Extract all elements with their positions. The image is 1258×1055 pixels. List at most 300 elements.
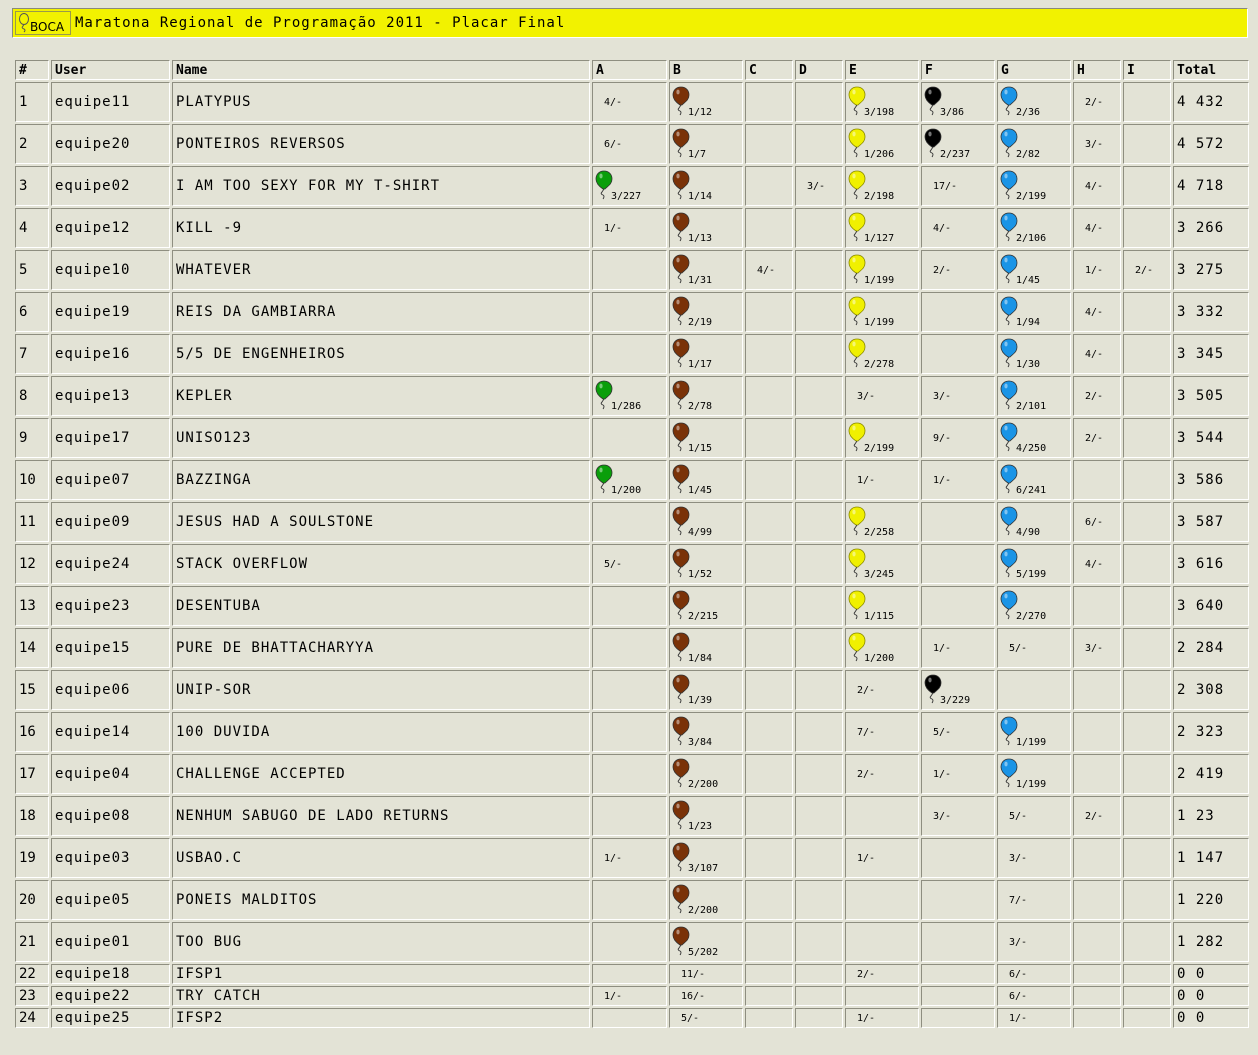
table-row xyxy=(15,82,1249,122)
problem-cell-e xyxy=(845,796,919,836)
team-name-cell: 100 DUVIDA xyxy=(172,712,590,752)
problem-cell-i xyxy=(1123,670,1171,710)
problem-cell-h xyxy=(1073,670,1121,710)
column-header: G xyxy=(997,60,1071,80)
problem-cell-a xyxy=(592,124,667,164)
total-cell: 0 0 xyxy=(1173,986,1249,1006)
problem-cell-e xyxy=(845,922,919,962)
solved-attempts-time: 1/199 xyxy=(864,317,895,328)
problem-cell-a xyxy=(592,460,667,500)
problem-cell-e xyxy=(845,166,919,206)
problem-cell-e xyxy=(845,460,919,500)
total-cell: 3 505 xyxy=(1173,376,1249,416)
problem-cell-b xyxy=(669,502,743,542)
problem-cell-c xyxy=(745,502,793,542)
column-header: B xyxy=(669,60,743,80)
problem-cell-d xyxy=(795,208,843,248)
problem-cell-g xyxy=(997,628,1071,668)
user-cell: equipe15 xyxy=(51,628,170,668)
problem-cell-i xyxy=(1123,796,1171,836)
problem-cell-i xyxy=(1123,754,1171,794)
total-cell: 3 332 xyxy=(1173,292,1249,332)
problem-cell-d xyxy=(795,670,843,710)
problem-cell-g xyxy=(997,502,1071,542)
solved-attempts-time: 4/250 xyxy=(1016,443,1047,454)
problem-cell-i xyxy=(1123,334,1171,374)
problem-cell-h xyxy=(1073,376,1121,416)
problem-cell-a xyxy=(592,670,667,710)
problem-cell-i xyxy=(1123,250,1171,290)
attempts-text: 6/- xyxy=(1009,990,1028,1002)
problem-cell-f xyxy=(921,460,995,500)
solved-attempts-time: 5/199 xyxy=(1016,569,1047,580)
table-row xyxy=(15,124,1249,164)
attempts-text: 3/- xyxy=(933,810,952,822)
total-cell: 3 544 xyxy=(1173,418,1249,458)
problem-cell-c xyxy=(745,1008,793,1028)
problem-cell-h xyxy=(1073,166,1121,206)
problem-cell-d xyxy=(795,586,843,626)
problem-cell-g xyxy=(997,754,1071,794)
problem-cell-f xyxy=(921,964,995,984)
problem-cell-f xyxy=(921,986,995,1006)
team-name-cell: KEPLER xyxy=(172,376,590,416)
problem-cell-a xyxy=(592,838,667,878)
problem-cell-g xyxy=(997,292,1071,332)
solved-attempts-time: 1/200 xyxy=(611,485,642,496)
problem-cell-a xyxy=(592,796,667,836)
rank-cell: 11 xyxy=(15,502,49,542)
rank-cell: 5 xyxy=(15,250,49,290)
problem-cell-c xyxy=(745,880,793,920)
attempts-text: 4/- xyxy=(757,264,776,276)
rank-cell: 17 xyxy=(15,754,49,794)
column-header: User xyxy=(51,60,170,80)
problem-cell-c xyxy=(745,418,793,458)
user-cell: equipe03 xyxy=(51,838,170,878)
problem-cell-b xyxy=(669,712,743,752)
total-cell: 2 323 xyxy=(1173,712,1249,752)
total-cell: 3 587 xyxy=(1173,502,1249,542)
solved-attempts-time: 2/258 xyxy=(864,527,895,538)
solved-attempts-time: 2/199 xyxy=(1016,191,1047,202)
column-header: C xyxy=(745,60,793,80)
problem-cell-i xyxy=(1123,166,1171,206)
rank-cell: 10 xyxy=(15,460,49,500)
attempts-text: 7/- xyxy=(857,726,876,738)
problem-cell-f xyxy=(921,334,995,374)
problem-cell-e xyxy=(845,754,919,794)
attempts-text: 4/- xyxy=(604,96,623,108)
solved-attempts-time: 1/23 xyxy=(688,821,713,832)
problem-cell-g xyxy=(997,586,1071,626)
rank-cell: 19 xyxy=(15,838,49,878)
problem-cell-c xyxy=(745,964,793,984)
attempts-text: 11/- xyxy=(681,968,706,980)
attempts-text: 2/- xyxy=(1135,264,1154,276)
problem-cell-a xyxy=(592,418,667,458)
problem-cell-d xyxy=(795,166,843,206)
problem-cell-g xyxy=(997,670,1071,710)
table-row xyxy=(15,460,1249,500)
problem-cell-e xyxy=(845,82,919,122)
problem-cell-e xyxy=(845,502,919,542)
problem-cell-h xyxy=(1073,922,1121,962)
problem-cell-a xyxy=(592,376,667,416)
user-cell: equipe14 xyxy=(51,712,170,752)
problem-cell-d xyxy=(795,82,843,122)
column-header: I xyxy=(1123,60,1171,80)
solved-attempts-time: 2/270 xyxy=(1016,611,1047,622)
solved-attempts-time: 1/94 xyxy=(1016,317,1041,328)
problem-cell-b xyxy=(669,376,743,416)
user-cell: equipe19 xyxy=(51,292,170,332)
problem-cell-a xyxy=(592,544,667,584)
problem-cell-f xyxy=(921,586,995,626)
problem-cell-a xyxy=(592,986,667,1006)
team-name-cell: NENHUM SABUGO DE LADO RETURNS xyxy=(172,796,590,836)
total-cell: 2 308 xyxy=(1173,670,1249,710)
problem-cell-g xyxy=(997,418,1071,458)
problem-cell-d xyxy=(795,376,843,416)
problem-cell-h xyxy=(1073,292,1121,332)
column-header: E xyxy=(845,60,919,80)
rank-cell: 2 xyxy=(15,124,49,164)
problem-cell-c xyxy=(745,250,793,290)
solved-attempts-time: 1/17 xyxy=(688,359,713,370)
table-row xyxy=(15,796,1249,836)
problem-cell-i xyxy=(1123,376,1171,416)
attempts-text: 1/- xyxy=(1085,264,1104,276)
problem-cell-c xyxy=(745,292,793,332)
problem-cell-i xyxy=(1123,964,1171,984)
problem-cell-f xyxy=(921,880,995,920)
problem-cell-g xyxy=(997,922,1071,962)
solved-attempts-time: 2/106 xyxy=(1016,233,1047,244)
problem-cell-c xyxy=(745,986,793,1006)
problem-cell-d xyxy=(795,292,843,332)
problem-cell-i xyxy=(1123,544,1171,584)
table-row xyxy=(15,754,1249,794)
problem-cell-i xyxy=(1123,712,1171,752)
problem-cell-g xyxy=(997,544,1071,584)
rank-cell: 15 xyxy=(15,670,49,710)
total-cell: 1 147 xyxy=(1173,838,1249,878)
problem-cell-h xyxy=(1073,754,1121,794)
problem-cell-f xyxy=(921,838,995,878)
problem-cell-d xyxy=(795,880,843,920)
attempts-text: 1/- xyxy=(933,768,952,780)
solved-attempts-time: 3/227 xyxy=(611,191,642,202)
total-cell: 3 586 xyxy=(1173,460,1249,500)
attempts-text: 1/- xyxy=(1009,1012,1028,1024)
rank-cell: 22 xyxy=(15,964,49,984)
team-name-cell: PURE DE BHATTACHARYYA xyxy=(172,628,590,668)
attempts-text: 2/- xyxy=(1085,432,1104,444)
solved-attempts-time: 1/115 xyxy=(864,611,895,622)
user-cell: equipe20 xyxy=(51,124,170,164)
problem-cell-f xyxy=(921,166,995,206)
solved-attempts-time: 1/45 xyxy=(688,485,713,496)
solved-attempts-time: 2/278 xyxy=(864,359,895,370)
total-cell: 2 419 xyxy=(1173,754,1249,794)
attempts-text: 4/- xyxy=(1085,222,1104,234)
solved-attempts-time: 1/14 xyxy=(688,191,713,202)
problem-cell-h xyxy=(1073,1008,1121,1028)
user-cell: equipe05 xyxy=(51,880,170,920)
solved-attempts-time: 2/78 xyxy=(688,401,713,412)
rank-cell: 1 xyxy=(15,82,49,122)
problem-cell-i xyxy=(1123,82,1171,122)
problem-cell-f xyxy=(921,628,995,668)
problem-cell-i xyxy=(1123,986,1171,1006)
table-row xyxy=(15,986,1249,1006)
problem-cell-h xyxy=(1073,986,1121,1006)
solved-attempts-time: 5/202 xyxy=(688,947,719,958)
rank-cell: 24 xyxy=(15,1008,49,1028)
problem-cell-d xyxy=(795,1008,843,1028)
problem-cell-i xyxy=(1123,586,1171,626)
problem-cell-f xyxy=(921,796,995,836)
problem-cell-h xyxy=(1073,124,1121,164)
problem-cell-a xyxy=(592,208,667,248)
solved-attempts-time: 2/200 xyxy=(688,905,719,916)
attempts-text: 4/- xyxy=(1085,180,1104,192)
problem-cell-i xyxy=(1123,922,1171,962)
problem-cell-h xyxy=(1073,964,1121,984)
problem-cell-e xyxy=(845,628,919,668)
problem-cell-b xyxy=(669,628,743,668)
rank-cell: 21 xyxy=(15,922,49,962)
problem-cell-b xyxy=(669,544,743,584)
problem-cell-h xyxy=(1073,82,1121,122)
solved-attempts-time: 4/99 xyxy=(688,527,713,538)
attempts-text: 2/- xyxy=(857,684,876,696)
team-name-cell: PONEIS MALDITOS xyxy=(172,880,590,920)
problem-cell-d xyxy=(795,544,843,584)
problem-cell-b xyxy=(669,880,743,920)
attempts-text: 17/- xyxy=(933,180,958,192)
solved-attempts-time: 1/199 xyxy=(1016,737,1047,748)
solved-attempts-time: 2/101 xyxy=(1016,401,1047,412)
balloon-logo-icon xyxy=(18,13,30,33)
column-header: F xyxy=(921,60,995,80)
user-cell: equipe16 xyxy=(51,334,170,374)
problem-cell-h xyxy=(1073,418,1121,458)
problem-cell-e xyxy=(845,1008,919,1028)
table-row xyxy=(15,502,1249,542)
problem-cell-f xyxy=(921,754,995,794)
problem-cell-e xyxy=(845,544,919,584)
problem-cell-g xyxy=(997,460,1071,500)
problem-cell-g xyxy=(997,166,1071,206)
problem-cell-g xyxy=(997,208,1071,248)
solved-attempts-time: 1/199 xyxy=(864,275,895,286)
page-title: Maratona Regional de Programação 2011 - Placar Final xyxy=(75,15,566,31)
team-name-cell: CHALLENGE ACCEPTED xyxy=(172,754,590,794)
problem-cell-d xyxy=(795,712,843,752)
team-name-cell: DESENTUBA xyxy=(172,586,590,626)
problem-cell-d xyxy=(795,418,843,458)
table-row xyxy=(15,376,1249,416)
problem-cell-b xyxy=(669,82,743,122)
solved-attempts-time: 1/200 xyxy=(864,653,895,664)
solved-attempts-time: 1/45 xyxy=(1016,275,1041,286)
problem-cell-e xyxy=(845,208,919,248)
problem-cell-b xyxy=(669,166,743,206)
solved-attempts-time: 1/31 xyxy=(688,275,713,286)
attempts-text: 1/- xyxy=(604,222,623,234)
problem-cell-h xyxy=(1073,838,1121,878)
problem-cell-h xyxy=(1073,880,1121,920)
attempts-text: 3/- xyxy=(1009,852,1028,864)
problem-cell-e xyxy=(845,376,919,416)
problem-cell-b xyxy=(669,838,743,878)
problem-cell-i xyxy=(1123,460,1171,500)
problem-cell-i xyxy=(1123,502,1171,542)
total-cell: 1 220 xyxy=(1173,880,1249,920)
attempts-text: 5/- xyxy=(604,558,623,570)
solved-attempts-time: 1/39 xyxy=(688,695,713,706)
solved-attempts-time: 1/286 xyxy=(611,401,642,412)
problem-cell-e xyxy=(845,964,919,984)
team-name-cell: UNIP-SOR xyxy=(172,670,590,710)
table-header-row xyxy=(15,60,1249,80)
table-row xyxy=(15,292,1249,332)
user-cell: equipe01 xyxy=(51,922,170,962)
problem-cell-d xyxy=(795,986,843,1006)
problem-cell-e xyxy=(845,586,919,626)
solved-attempts-time: 3/198 xyxy=(864,107,895,118)
total-cell: 3 640 xyxy=(1173,586,1249,626)
attempts-text: 2/- xyxy=(933,264,952,276)
problem-cell-a xyxy=(592,628,667,668)
attempts-text: 3/- xyxy=(807,180,826,192)
total-cell: 3 266 xyxy=(1173,208,1249,248)
problem-cell-g xyxy=(997,986,1071,1006)
solved-attempts-time: 2/198 xyxy=(864,191,895,202)
problem-cell-a xyxy=(592,712,667,752)
attempts-text: 3/- xyxy=(857,390,876,402)
attempts-text: 5/- xyxy=(681,1012,700,1024)
problem-cell-a xyxy=(592,586,667,626)
solved-attempts-time: 1/199 xyxy=(1016,779,1047,790)
table-row xyxy=(15,586,1249,626)
solved-attempts-time: 1/52 xyxy=(688,569,713,580)
problem-cell-b xyxy=(669,124,743,164)
attempts-text: 4/- xyxy=(1085,348,1104,360)
solved-attempts-time: 1/84 xyxy=(688,653,713,664)
problem-cell-i xyxy=(1123,1008,1171,1028)
solved-attempts-time: 2/215 xyxy=(688,611,719,622)
attempts-text: 2/- xyxy=(857,968,876,980)
total-cell: 3 345 xyxy=(1173,334,1249,374)
attempts-text: 16/- xyxy=(681,990,706,1002)
rank-cell: 4 xyxy=(15,208,49,248)
team-name-cell: BAZZINGA xyxy=(172,460,590,500)
problem-cell-i xyxy=(1123,838,1171,878)
problem-cell-b xyxy=(669,460,743,500)
problem-cell-d xyxy=(795,754,843,794)
total-cell: 1 282 xyxy=(1173,922,1249,962)
boca-logo[interactable] xyxy=(15,11,71,35)
user-cell: equipe04 xyxy=(51,754,170,794)
problem-cell-e xyxy=(845,292,919,332)
column-header: Total xyxy=(1173,60,1249,80)
user-cell: equipe22 xyxy=(51,986,170,1006)
rank-cell: 14 xyxy=(15,628,49,668)
problem-cell-g xyxy=(997,964,1071,984)
problem-cell-a xyxy=(592,1008,667,1028)
solved-attempts-time: 1/12 xyxy=(688,107,713,118)
problem-cell-b xyxy=(669,418,743,458)
team-name-cell: PLATYPUS xyxy=(172,82,590,122)
column-header: H xyxy=(1073,60,1121,80)
problem-cell-i xyxy=(1123,124,1171,164)
total-cell: 2 284 xyxy=(1173,628,1249,668)
attempts-text: 9/- xyxy=(933,432,952,444)
attempts-text: 5/- xyxy=(1009,810,1028,822)
user-cell: equipe24 xyxy=(51,544,170,584)
problem-cell-d xyxy=(795,334,843,374)
attempts-text: 1/- xyxy=(933,642,952,654)
rank-cell: 7 xyxy=(15,334,49,374)
attempts-text: 5/- xyxy=(933,726,952,738)
team-name-cell: I AM TOO SEXY FOR MY T-SHIRT xyxy=(172,166,590,206)
attempts-text: 1/- xyxy=(933,474,952,486)
problem-cell-c xyxy=(745,754,793,794)
problem-cell-h xyxy=(1073,586,1121,626)
solved-attempts-time: 2/199 xyxy=(864,443,895,454)
problem-cell-c xyxy=(745,208,793,248)
problem-cell-a xyxy=(592,334,667,374)
column-header: A xyxy=(592,60,667,80)
problem-cell-b xyxy=(669,670,743,710)
attempts-text: 6/- xyxy=(604,138,623,150)
problem-cell-h xyxy=(1073,502,1121,542)
table-row xyxy=(15,1008,1249,1028)
problem-cell-g xyxy=(997,1008,1071,1028)
problem-cell-a xyxy=(592,250,667,290)
problem-cell-b xyxy=(669,796,743,836)
table-row xyxy=(15,544,1249,584)
solved-attempts-time: 2/82 xyxy=(1016,149,1041,160)
problem-cell-a xyxy=(592,754,667,794)
attempts-text: 4/- xyxy=(1085,558,1104,570)
problem-cell-h xyxy=(1073,712,1121,752)
problem-cell-f xyxy=(921,376,995,416)
problem-cell-b xyxy=(669,208,743,248)
problem-cell-b xyxy=(669,586,743,626)
attempts-text: 1/- xyxy=(857,1012,876,1024)
problem-cell-c xyxy=(745,586,793,626)
user-cell: equipe18 xyxy=(51,964,170,984)
user-cell: equipe12 xyxy=(51,208,170,248)
rank-cell: 3 xyxy=(15,166,49,206)
problem-cell-f xyxy=(921,502,995,542)
problem-cell-b xyxy=(669,922,743,962)
team-name-cell: KILL -9 xyxy=(172,208,590,248)
table-row xyxy=(15,880,1249,920)
problem-cell-g xyxy=(997,334,1071,374)
problem-cell-h xyxy=(1073,544,1121,584)
attempts-text: 2/- xyxy=(1085,96,1104,108)
attempts-text: 1/- xyxy=(604,852,623,864)
problem-cell-i xyxy=(1123,208,1171,248)
problem-cell-h xyxy=(1073,628,1121,668)
table-row xyxy=(15,334,1249,374)
problem-cell-a xyxy=(592,502,667,542)
